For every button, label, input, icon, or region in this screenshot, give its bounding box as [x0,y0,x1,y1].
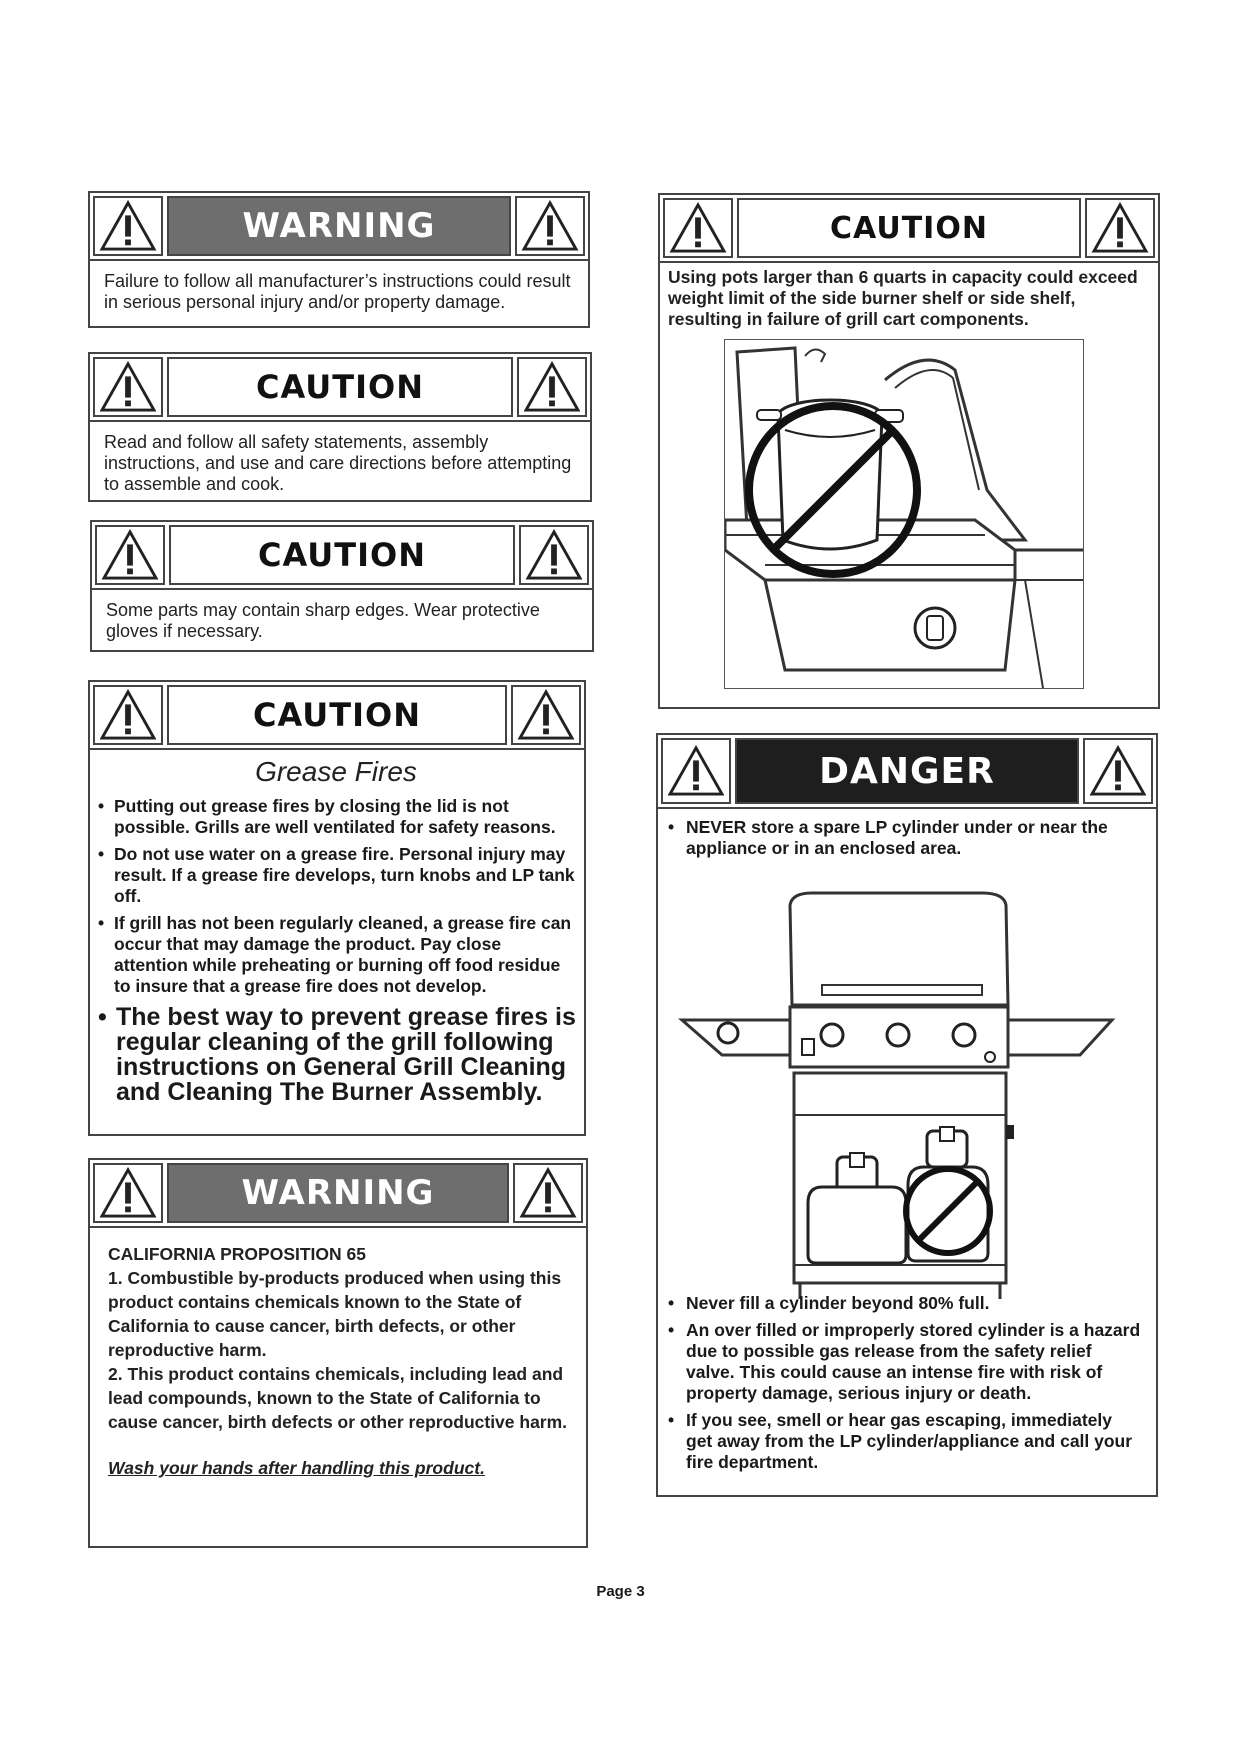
danger-triangle-icon [661,738,731,804]
caution-header [660,195,1158,263]
caution-text: Read and follow all safety statements, assembly instructions, and use and care directions before attempting to assemble and cook. [104,432,572,494]
caution-text: Some parts may contain sharp edges. Wear protective gloves if necessary. [106,600,540,641]
warning-title: WARNING [167,1163,509,1223]
danger-bullet: • Never fill a cylinder beyond 80% full. [666,1293,1142,1314]
grill-lp-cylinder-drawing [672,885,1142,1305]
warning-triangle-icon [513,1163,583,1223]
warning-triangle-icon [515,196,585,256]
prop65-footer: Wash your hands after handling this product. [108,1458,485,1478]
caution-triangle-icon [95,525,165,585]
caution-title: CAUTION [167,357,513,417]
danger-bullet: • If you see, smell or hear gas escaping, immediately get away from the LP cylinder/appliance and call your fire department. [666,1410,1142,1473]
warning-box-general [88,191,590,328]
danger-title: DANGER [735,738,1079,804]
grease-bullet: • Do not use water on a grease fire. Personal injury may result. If a grease fire develops, turn knobs and LP tank off. [96,844,576,907]
caution-box-read-instructions [88,352,592,502]
caution-title: CAUTION [167,685,507,745]
danger-box-lp-cylinder [656,733,1158,1497]
prop65-heading: CALIFORNIA PROPOSITION 65 [108,1244,366,1264]
warning-triangle-icon [93,196,163,256]
caution-header [90,682,584,750]
danger-bullet-storage: • NEVER store a spare LP cylinder under or near the appliance or in an enclosed area. [666,817,1148,859]
warning-header [90,193,588,261]
caution-box-sharp-edges [90,520,594,652]
caution-triangle-icon [511,685,581,745]
danger-triangle-icon [1083,738,1153,804]
caution-triangle-icon [519,525,589,585]
caution-title: CAUTION [737,198,1081,258]
caution-box-grease-fires [88,680,586,1136]
caution-header [90,354,590,422]
side-burner-illustration [724,339,1084,689]
warning-header [90,1160,586,1228]
caution-triangle-icon [93,357,163,417]
warning-text: Failure to follow all manufacturer’s instructions could result in serious personal injury and/or property damage. [104,271,571,312]
caution-title: CAUTION [169,525,515,585]
warning-triangle-icon [93,1163,163,1223]
danger-header [658,735,1156,809]
warning-box-prop65 [88,1158,588,1548]
warning-title: WARNING [167,196,511,256]
grease-bullet: • If grill has not been regularly cleaned, a grease fire can occur that may damage the product. Pay close attention while preheating or burning off food residue to insure that a grease fire does not develop. [96,913,576,997]
caution-triangle-icon [663,198,733,258]
caution-triangle-icon [1085,198,1155,258]
prop65-item-1: 1. Combustible by-products produced when using this product contains chemicals known to the State of California to cause cancer, birth defects, or other reproductive harm. [108,1268,562,1360]
grease-bullet-emphasis: • The best way to prevent grease fires is regular cleaning of the grill following instructions on General Grill Cleaning and Cleaning The Burner Assembly. [96,1005,576,1105]
page-number: Page 3 [596,1583,645,1600]
caution-header [92,522,592,590]
caution-triangle-icon [517,357,587,417]
side-burner-pot-drawing [725,340,1083,688]
caution-pots-text: Using pots larger than 6 quarts in capacity could exceed weight limit of the side burner shelf or side shelf, resulting in failure of grill cart components. [668,267,1138,329]
prop65-item-2: 2. This product contains chemicals, including lead and lead compounds, known to the State of California to cause cancer, birth defects or other reproductive harm. [108,1364,568,1432]
grease-bullet: • Putting out grease fires by closing the lid is not possible. Grills are well ventilated for safety reasons. [96,796,576,838]
caution-box-pots [658,193,1160,709]
danger-bullet: • An over filled or improperly stored cylinder is a hazard due to possible gas release from the safety relief valve. This could cause an intense fire with risk of property damage, serious injury or death. [666,1320,1142,1404]
grease-fires-subtitle: Grease Fires [255,756,417,787]
caution-triangle-icon [93,685,163,745]
